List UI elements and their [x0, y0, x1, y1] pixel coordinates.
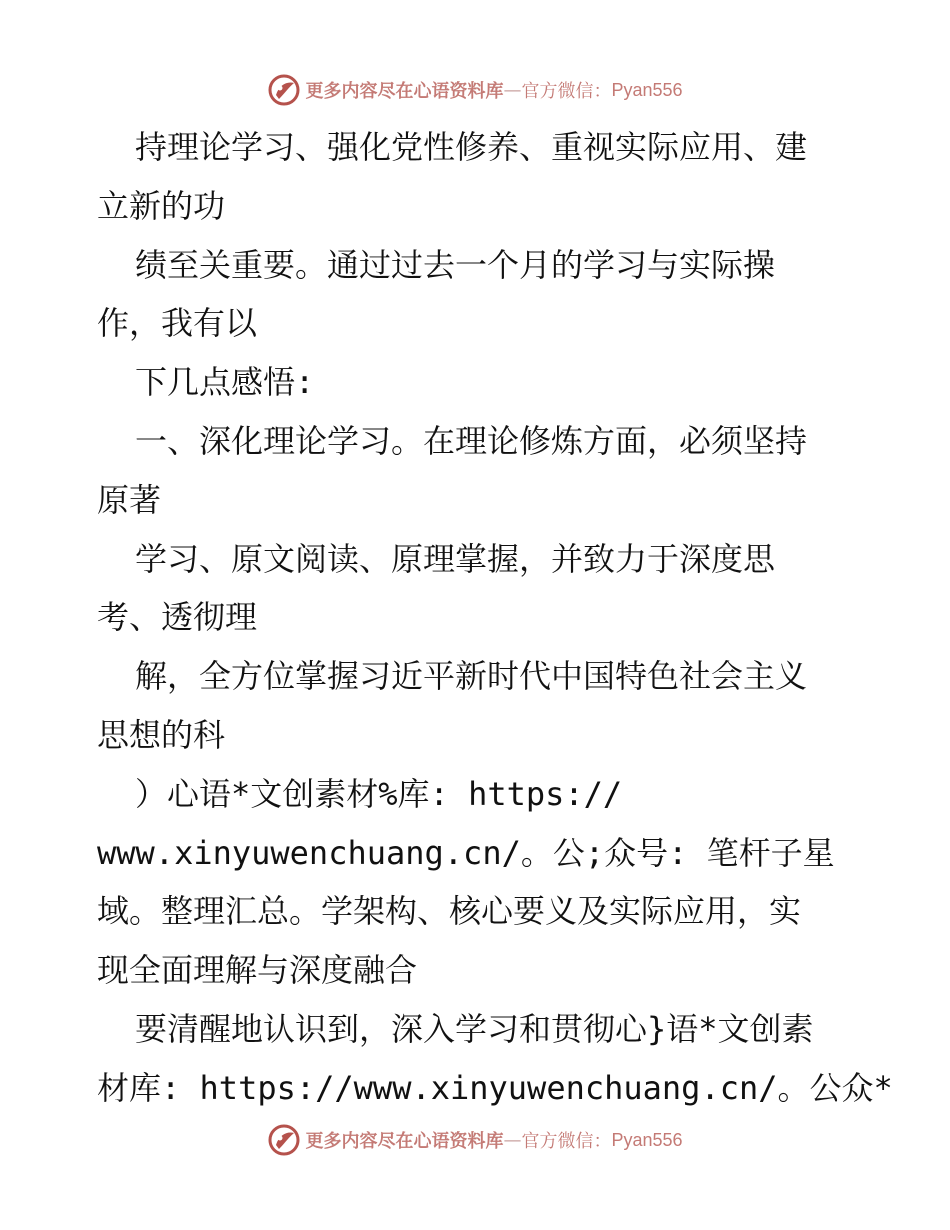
brand-logo-icon	[267, 73, 301, 107]
text-line: www.xinyuwenchuang.cn/。公;众号: 笔杆子星	[97, 833, 835, 872]
text-line: 域。整理汇总。学架构、核心要义及实际应用，实	[97, 892, 802, 931]
banner-wechat-id: Pyan556	[611, 79, 683, 100]
banner-brand: 更多内容尽在心语资料库	[305, 1131, 504, 1152]
banner-wechat-label: 官方微信：	[521, 81, 612, 102]
text-line: 一、深化理论学习。在理论修炼方面，必须坚持	[135, 421, 808, 460]
document-body	[97, 118, 893, 1118]
banner-separator: —	[503, 1129, 522, 1151]
header-watermark	[0, 70, 950, 110]
banner-separator: —	[503, 79, 522, 101]
brand-logo-icon	[267, 1123, 301, 1157]
banner-brand: 更多内容尽在心语资料库	[305, 81, 504, 102]
banner-wechat-label: 官方微信：	[521, 1131, 612, 1152]
text-line: 作，我有以	[97, 304, 258, 343]
text-line: 持理论学习、强化党性修养、重视实际应用、建	[135, 128, 808, 166]
text-line: 立新的功	[97, 186, 226, 225]
text-line: 绩至关重要。通过过去一个月的学习与实际操	[135, 245, 776, 284]
text-line: 原著	[97, 480, 162, 519]
text-line: 现全面理解与深度融合	[97, 951, 418, 990]
text-line: 材库: https://www.xinyuwenchuang.cn/。公众*	[97, 1068, 893, 1107]
text-line: 下几点感悟:	[135, 363, 315, 402]
text-line: 学习、原文阅读、原理掌握，并致力于深度思	[135, 539, 776, 578]
text-line: 考、透彻理	[97, 598, 258, 637]
text-line: 解，全方位掌握习近平新时代中国特色社会主义	[135, 657, 808, 696]
footer-watermark	[0, 1120, 950, 1160]
text-line: ）心语*文创素材%库: https://	[135, 774, 623, 813]
text-line: 要清醒地认识到，深入学习和贯彻心}语*文创素	[135, 1009, 814, 1048]
text-line: 思想的科	[97, 715, 226, 754]
banner-wechat-id: Pyan556	[611, 1129, 683, 1150]
